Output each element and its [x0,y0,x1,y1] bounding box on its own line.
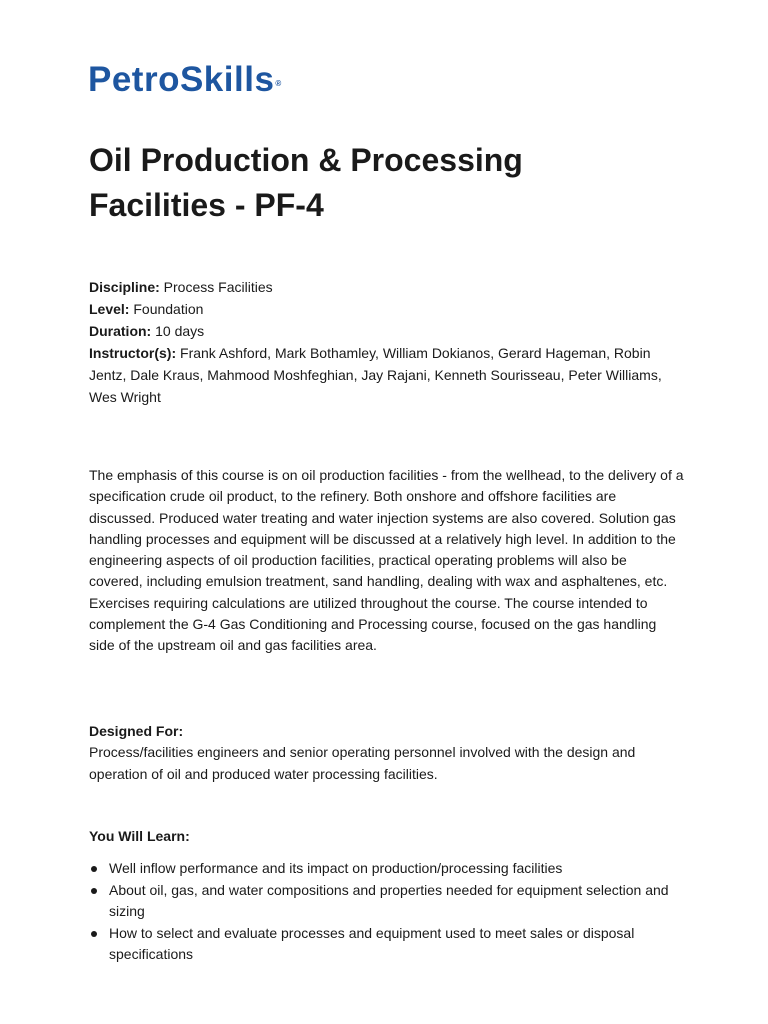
list-item [89,923,689,966]
discipline-label: Discipline: [89,279,160,295]
duration-label: Duration: [89,323,152,339]
course-title-line-2: Facilities - PF-4 [89,187,324,223]
bullet-icon [91,866,97,872]
petroskills-logo [88,60,281,100]
list-item-text: About oil, gas, and water compositions and properties needed for equipment selection and sizing [109,881,669,919]
discipline-row [89,276,679,298]
level-label: Level: [89,301,130,317]
discipline-value: Process Facilities [159,279,273,295]
list-item [89,880,689,923]
registered-mark: ® [275,79,282,88]
course-meta [89,276,679,408]
course-title [89,138,709,228]
course-title-line-1: Oil Production & Processing [89,142,523,178]
bullet-icon [91,931,97,937]
bullet-icon [91,888,97,894]
designed-for-heading: Designed For: [89,723,184,739]
logo-text: PetroSkills [88,60,275,99]
list-item-text: Well inflow performance and its impact on production/processing facilities [109,860,563,876]
you-will-learn-heading: You Will Learn: [89,828,190,844]
designed-for-text: Process/facilities engineers and senior operating personnel involved with the design and operation of oil and produced water processing facilities. [89,744,636,782]
you-will-learn-list [89,858,689,966]
instructors-row [89,342,679,408]
instructors-value: Frank Ashford, Mark Bothamley, William Dokianos, Gerard Hageman, Robin Jentz, Dale Kraus, Mahmood Moshfeghian, Jay Rajani, Kenneth Sourisseau, Peter Williams, Wes Wright [89,345,662,405]
instructors-label: Instructor(s): [89,345,177,361]
duration-value: 10 days [151,323,205,339]
duration-row [89,320,679,342]
level-value: Foundation [129,301,204,317]
list-item [89,858,689,880]
list-item-text: How to select and evaluate processes and equipment used to meet sales or disposal specifications [109,924,635,962]
course-description: The emphasis of this course is on oil production facilities - from the wellhead, to the delivery of a specification crude oil product, to the refinery. Both onshore and offshore facilities are discussed. Produced water treating and water injection systems are also covered. Solution gas handling processes and equipment will be discussed at a relatively high level. In addition to the engineering aspects of oil production facilities, practical operating problems will also be covered, including emulsion treatment, sand handling, dealing with wax and asphaltenes, etc. Exercises requiring calculations are utilized throughout the course. The course intended to complement the G-4 Gas Conditioning and Processing course, focused on the gas handling side of the upstream oil and gas facilities area. [89,467,684,654]
level-row [89,298,679,320]
